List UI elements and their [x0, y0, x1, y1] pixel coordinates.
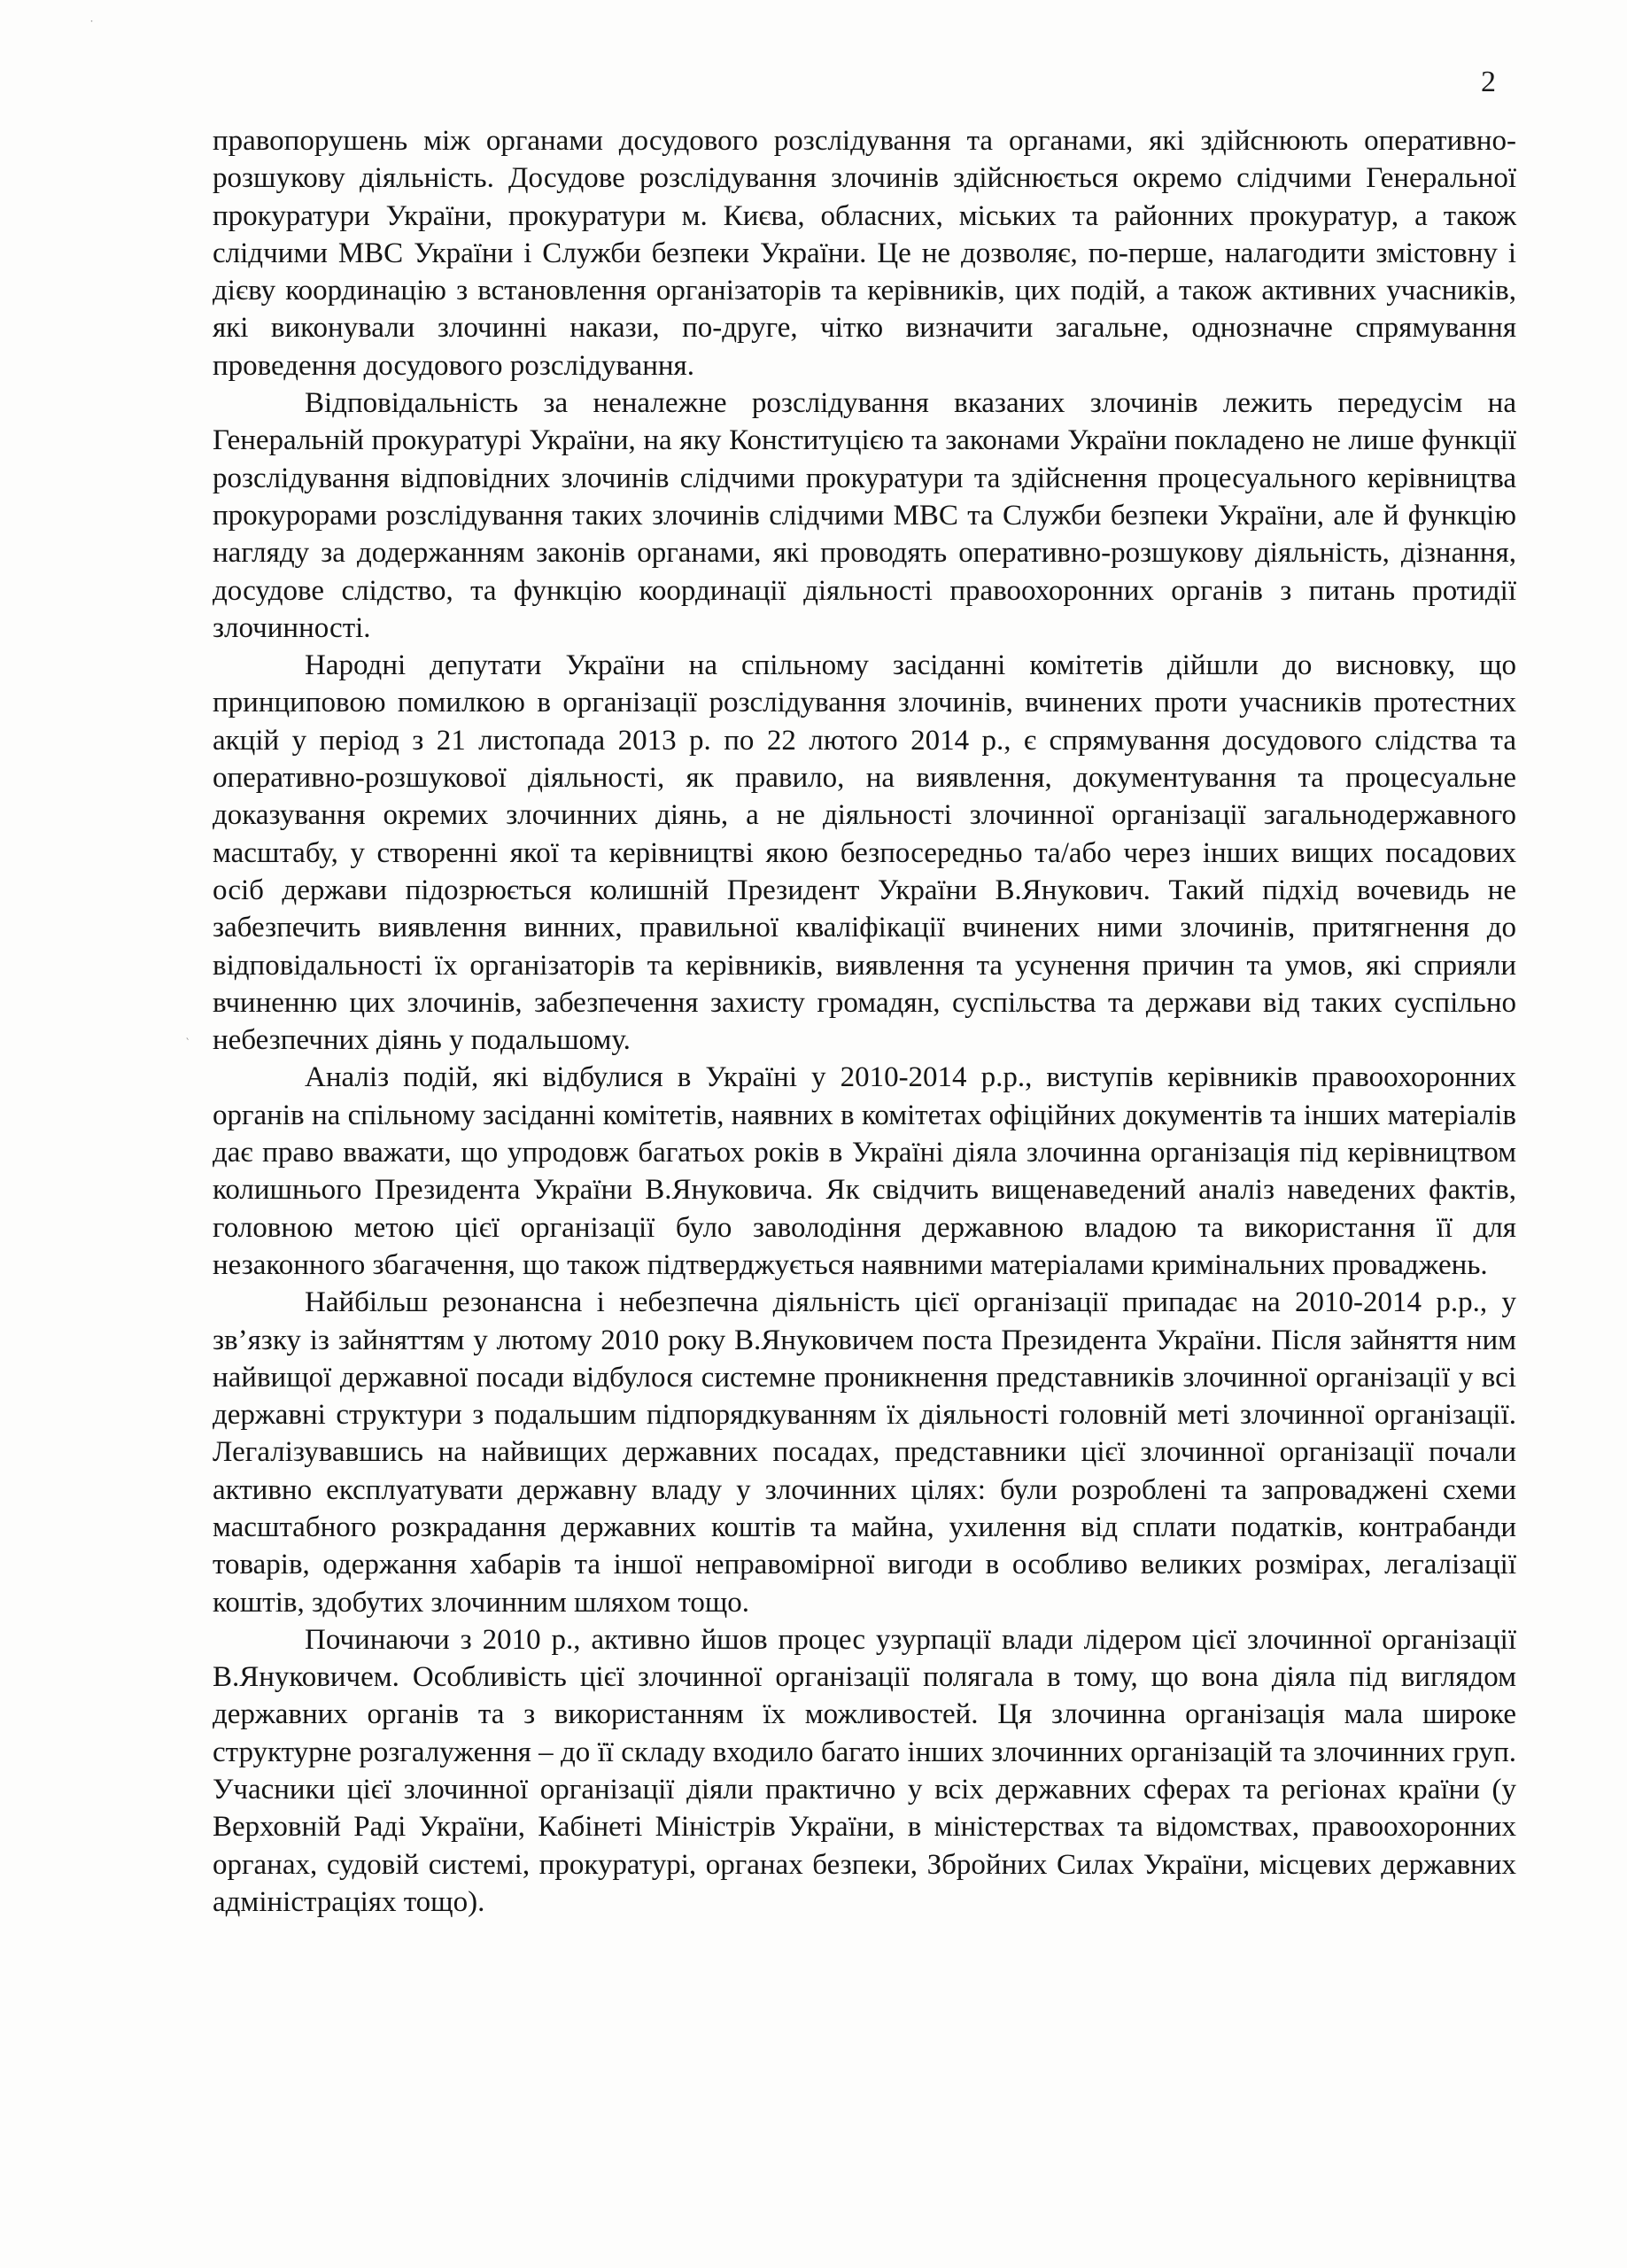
paragraph-activity: Найбільш резонансна і небезпечна діяльність цієї організації припадає на 2010-2014 р.р., у зв’язку із зайняттям у лютому 2010 року В.Януковичем поста Президента України. Після зайняття ним найвищої державної посади відбулося системне проникнення представників злочинної організації у всі державні структури з подальшим підпорядкуванням їх діяльності головній меті злочинної організації. Легалізувавшись на найвищих державних посадах, представники цієї злочинної організації почали активно експлуатувати державну владу у злочинних цілях: були розроблені та запроваджені схеми масштабного розкрадання державних коштів та майна, ухилення від сплати податків, контрабанди товарів, одержання хабарів та іншої неправомірної вигоди в особливо великих розмірах, легалізації коштів, здобутих злочинним шляхом тощо. — [213, 1286, 1516, 1619]
paragraph-continued: правопорушень між органами досудового розслідування та органами, які здійснюють оперативно-розшукову діяльність. Досудове розслідування злочинів здійснюється окремо слідчими Генеральної прокуратури України, прокуратури м. Києва, обласних, міських та районних прокуратур, а також слідчими МВС України і Служби безпеки України. Це не дозволяє, по-перше, налагодити змістовну і дієву координацію з встановлення організаторів та керівників, цих подій, а також активних учасників, які виконували злочинні накази, по-друге, чітко визначити загальне, однозначне спрямування проведення досудового розслідування. — [213, 125, 1516, 382]
scan-speck-mark: ‵ — [186, 1037, 190, 1051]
paragraph-usurpation: Починаючи з 2010 р., активно йшов процес узурпації влади лідером цієї злочинної організації В.Януковичем. Особливість цієї злочинної організації полягала в тому, що вона діяла під виглядом державних органів та з використанням їх можливостей. Ця злочинна організація мала широке структурне розгалуження – до її складу входило багато інших злочинних організацій та злочинних груп. Учасники цієї злочинної організації діяли практично у всіх державних сферах та регіонах країни (у Верховній Раді України, Кабінеті Міністрів України, в міністерствах та відомствах, правоохоронних органах, судовій системі, прокуратурі, органах безпеки, Збройних Силах України, місцевих державних адміністраціях тощо). — [213, 1623, 1516, 1918]
paragraph-conclusion: Народні депутати України на спільному засіданні комітетів дійшли до висновку, що принциповою помилкою в організації розслідування злочинів, вчинених проти учасників протестних акцій у період з 21 листопада 2013 р. по 22 лютого 2014 р., є спрямування досудового слідства та оперативно-розшукової діяльності, як правило, на виявлення, документування та процесуальне доказування окремих злочинних діянь, а не діяльності злочинної організації загальнодержавного масштабу, у створенні якої та керівництві якою безпосередньо та/або через інших вищих посадових осіб держави підозрюється колишній Президент України В.Янукович. Такий підхід вочевидь не забезпечить виявлення винних, правильної кваліфікації вчинених ними злочинів, притягнення до відповідальності їх організаторів та керівників, виявлення та усунення причин та умов, які сприяли вчиненню цих злочинів, забезпечення захисту громадян, суспільства та держави від таких суспільно небезпечних діянь у подальшому. — [213, 649, 1516, 1057]
page-number: 2 — [1481, 66, 1496, 98]
paragraph-analysis: Аналіз подій, які відбулися в Україні у 2010-2014 р.р., виступів керівників правоохоронних органів на спільному засіданні комітетів, наявних в комітетах офіційних документів та інших матеріалів дає право вважати, що упродовж багатьох років в Україні діяла злочинна організація під керівництвом колишнього Президента України В.Януковича. Як свідчить вищенаведений аналіз наведених фактів, головною метою цієї організації було заволодіння державною владою та використання її для незаконного збагачення, що також підтверджується наявними матеріалами кримінальних проваджень. — [213, 1061, 1516, 1281]
document-body — [213, 122, 1516, 1921]
paragraph-responsibility: Відповідальність за неналежне розслідування вказаних злочинів лежить передусім на Генеральній прокуратурі України, на яку Конституцією та законами України покладено не лише функції розслідування відповідних злочинів слідчими прокуратури та здійснення процесуального керівництва прокурорами розслідування таких злочинів слідчими МВС та Служби безпеки України, але й функцію нагляду за додержанням законів органами, які проводять оперативно-розшукову діяльність, дізнання, досудове слідство, та функцію координації діяльності правоохоронних органів з питань протидії злочинності. — [213, 387, 1516, 644]
scan-speck-mark: ˙ — [89, 19, 95, 34]
